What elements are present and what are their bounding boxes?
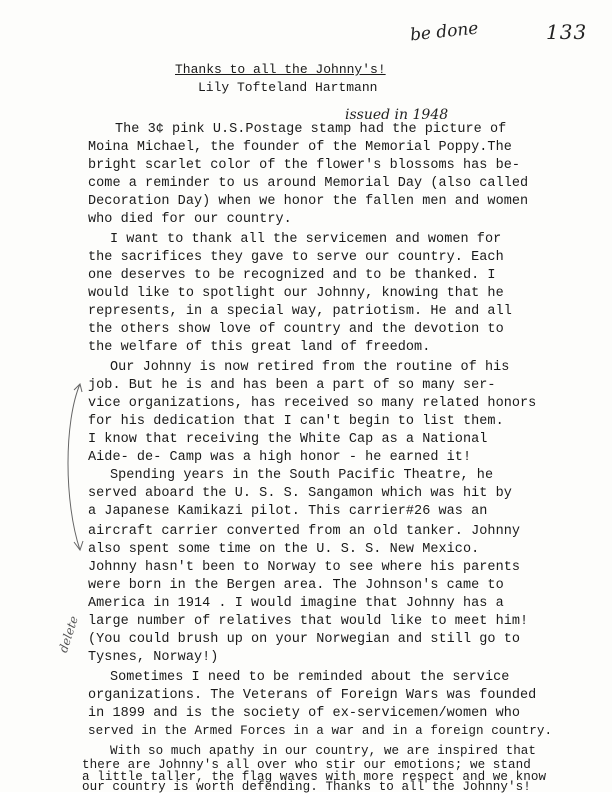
- body-line: served in the Armed Forces in a war and in a foreign country.: [88, 724, 553, 738]
- body-line: served aboard the U. S. S. Sangamon which was hit by: [88, 486, 512, 501]
- document-title: Thanks to all the Johnny's!: [175, 62, 386, 77]
- body-line: Sometimes I need to be reminded about the service: [110, 670, 510, 685]
- body-line: bright scarlet color of the flower's blossoms has be-: [88, 158, 521, 173]
- body-line: vice organizations, has received so many related honors: [88, 396, 537, 411]
- body-line: a little taller, the flag waves with more respect and we know: [82, 770, 547, 784]
- body-line: Spending years in the South Pacific Theatre, he: [110, 468, 494, 483]
- body-line: the sacrifices they gave to serve our country. Each: [88, 250, 504, 265]
- body-line: job. But he is and has been a part of so many ser-: [88, 378, 496, 393]
- body-line: there are Johnny's all over who stir our emotions; we stand: [82, 758, 531, 772]
- body-line: Aide- de- Camp was a high honor - he earned it!: [88, 450, 472, 465]
- body-line: Our Johnny is now retired from the routine of his: [110, 360, 510, 375]
- body-line: The 3¢ pink U.S.Postage stamp had the picture of: [115, 122, 507, 137]
- body-line: America in 1914 . I would imagine that Johnny has a: [88, 596, 504, 611]
- body-line: were born in the Bergen area. The Johnson's came to: [88, 578, 504, 593]
- body-line: also spent some time on the U. S. S. New Mexico.: [88, 542, 480, 557]
- body-line: represents, in a special way, patriotism. He and all: [88, 304, 512, 319]
- body-line: the welfare of this great land of freedom.: [88, 340, 431, 355]
- body-line: (You could brush up on your Norwegian and still go to: [88, 632, 521, 647]
- body-line: come a reminder to us around Memorial Day (also called: [88, 176, 529, 191]
- body-line: large number of relatives that would like to meet him!: [88, 614, 529, 629]
- body-line: With so much apathy in our country, we are inspired that: [110, 744, 537, 758]
- body-line: our country is worth defending. Thanks to all the Johnny's!: [82, 780, 531, 794]
- body-line: would like to spotlight our Johnny, knowing that he: [88, 286, 504, 301]
- handwritten-page-number: 133: [546, 20, 588, 44]
- body-line: Johnny hasn't been to Norway to see where his parents: [88, 560, 521, 575]
- body-line: one deserves to be recognized and to be thanked. I: [88, 268, 496, 283]
- body-line: a Japanese Kamikazi pilot. This carrier#26 was an: [88, 504, 488, 519]
- body-line: the others show love of country and the devotion to: [88, 322, 504, 337]
- body-line: organizations. The Veterans of Foreign Wars was founded: [88, 688, 537, 703]
- handwritten-issued-note: issued in 1948: [345, 107, 449, 123]
- body-line: who died for our country.: [88, 212, 292, 227]
- body-line: I want to thank all the servicemen and women for: [110, 232, 502, 247]
- handwritten-top-note: be done: [409, 18, 480, 46]
- author-byline: Lily Tofteland Hartmann: [198, 80, 378, 95]
- body-line: Decoration Day) when we honor the fallen men and women: [88, 194, 529, 209]
- body-line: aircraft carrier converted from an old tanker. Johnny: [88, 524, 521, 539]
- body-line: for his dedication that I can't begin to list them.: [88, 414, 504, 429]
- body-line: Tysnes, Norway!): [88, 650, 219, 665]
- body-line: Moina Michael, the founder of the Memorial Poppy.The: [88, 140, 512, 155]
- handwritten-margin-note: delete: [56, 614, 81, 655]
- body-line: I know that receiving the White Cap as a National: [88, 432, 488, 447]
- body-line: in 1899 and is the society of ex-servicemen/women who: [88, 706, 521, 721]
